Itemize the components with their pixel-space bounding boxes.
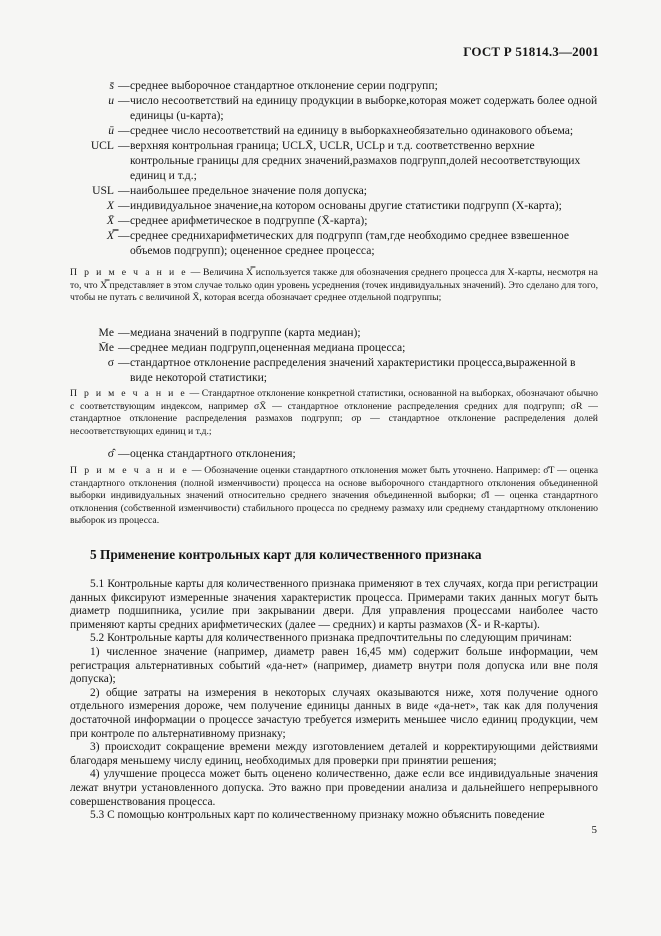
definition-term: ū: [108, 124, 114, 137]
definition-text: среднее арифметическое в подгруппе (X̄-карта);: [130, 214, 368, 227]
definition-term: M̄e: [98, 341, 114, 354]
document-header: ГОСТ Р 51814.3—2001: [463, 44, 599, 59]
note-label: П р и м е ч а н и е: [70, 267, 188, 278]
definition-text: число несоответствий на единицу продукции в выборке,которая может содержать более одной единицы (u-карта);: [130, 94, 598, 122]
definition-term: σ̂: [107, 447, 114, 460]
definitions-list-b: [70, 325, 600, 385]
paragraph: 2) общие затраты на измерения в некоторых случаях оказываются ниже, хотя получение одного отдельного измерения дороже, чем получение единицы данных в виде «да-нет», так как для получения достаточной информации о процессе зачастую требуется измерить меньшее число единиц продукции, чем при контроле по альтернативному признаку;: [70, 686, 598, 740]
paragraph: 5.2 Контрольные карты для количественного признака предпочтительны по следующим причинам:: [90, 632, 572, 645]
section-body: [70, 578, 598, 823]
definition-text: среднее число несоответствий на единицу в выборкахнеобязательно одинакового объема;: [130, 124, 574, 137]
paragraph: 5.3 С помощью контрольных карт по количественному признаку можно объяснить поведение: [90, 809, 545, 822]
note-text: — Величина X̿ используется также для обозначения среднего процесса для X-карты, несмотря на то, что X̿ представляет в этом случае только один уровень усреднения (точек индивидуальных значений). Это сделано для того, чтобы не путать с величиной X̄, которая всегда обозначает среднее отдельной подгруппы;: [70, 267, 598, 304]
definition-text: среднее среднихарифметических для подгрупп (там,где необходимо среднее взвешенное объемов подгрупп); оцененное среднее процесса;: [130, 229, 569, 257]
definition-row: X̿ — среднее среднихарифметических для подгрупп (там,где необходимо среднее взвешенное объемов подгрупп); оцененное среднее процесса;: [70, 228, 600, 258]
definition-row: s̄ — среднее выборочное стандартное отклонение серии подгрупп;: [70, 78, 600, 93]
definition-text: медиана значений в подгруппе (карта медиан);: [130, 326, 361, 339]
note-text: — Стандартное отклонение конкретной статистики, основанной на выборках, обозначают обычно с соответствующим индексом, например σX̄ — стандартное отклонение распределения средних для подгрупп; σR — стандартное отклонение распределения размахов подгрупп; σp — стандартное отклонение распределения долей несоответствующих единиц и т.д.;: [70, 388, 598, 437]
section-heading: 5 Применение контрольных карт для количественного признака: [90, 547, 482, 562]
definition-term: u: [108, 94, 114, 107]
note-label: П р и м е ч а н и е: [70, 388, 187, 399]
note-text: — Обозначение оценки стандартного отклонения может быть уточнено. Например: σ̂T — оценка стандартного отклонения (полной изменчивости) процесса на основе выборочного стандартного отклонения объединенной выборки индивидуальных значений относительно среднего значения объединенной выборки; σ̂I — оценка стандартного отклонения (собственной изменчивости) стабильного процесса по среднему размаху или среднему стандартному отклонению выборок из процесса.: [70, 465, 599, 527]
definition-row: UCL — верхняя контрольная граница; UCLX̄, UCLR, UCLp и т.д. соответственно верхние контрольные границы для средних значений,размахов подгрупп,долей несоответствующих единиц и т.д.;: [70, 138, 600, 183]
definition-text: оценка стандартного отклонения;: [130, 447, 296, 460]
definition-row: σ̂ — оценка стандартного отклонения;: [70, 446, 600, 461]
page-number: 5: [591, 824, 597, 836]
definition-term: USL: [92, 184, 114, 197]
paragraph: 3) происходит сокращение времени между изготовлением деталей и корректирующими действиями благодаря меньшему числу единиц, необходимых для проверки при принятии решения;: [70, 741, 598, 767]
definition-text: стандартное отклонение распределения значений характеристики процесса,выраженной в виде некоторой статистики;: [130, 356, 576, 384]
definition-row: M̄e — среднее медиан подгрупп,оцененная медиана процесса;: [70, 340, 600, 355]
definition-text: наибольшее предельное значение поля допуска;: [130, 184, 368, 197]
definition-term: X̿: [106, 229, 114, 242]
paragraph: 4) улучшение процесса может быть оценено количественно, даже если все индивидуальные значения лежат внутри установленного допуска. Это важно при проведении анализа и дальнейшего непрерывного совершенствования процесса.: [70, 768, 598, 808]
definition-row: u — число несоответствий на единицу продукции в выборке,которая может содержать более одной единицы (u-карта);: [70, 93, 600, 123]
paragraph: 1) численное значение (например, диаметр равен 16,45 мм) содержит больше информации, чем регистрация альтернативных событий «да-нет» (например, диаметр внутри поля допуска или вне поля допуска);: [70, 645, 598, 686]
definition-term: Me: [98, 326, 114, 339]
definition-text: верхняя контрольная граница; UCLX̄, UCLR, UCLp и т.д. соответственно верхние контрольные границы для средних значений,размахов подгрупп,долей несоответствующих единиц и т.д.;: [130, 139, 581, 182]
definition-term: σ: [107, 356, 114, 369]
definition-text: среднее медиан подгрупп,оцененная медиана процесса;: [130, 341, 406, 354]
note-label: П р и м е ч а н и е: [70, 465, 189, 476]
definition-term: s̄: [109, 79, 114, 92]
definition-row: USL — наибольшее предельное значение поля допуска;: [70, 183, 600, 198]
definition-term: X̄: [106, 214, 114, 227]
definition-term: UCL: [90, 139, 114, 152]
definition-row: Me — медиана значений в подгруппе (карта медиан);: [70, 325, 600, 340]
definitions-list-a: [70, 78, 600, 258]
definition-text: среднее выборочное стандартное отклонение серии подгрупп;: [130, 79, 438, 92]
note-1: [70, 267, 598, 305]
definition-text: индивидуальное значение,на котором основаны другие статистики подгрупп (X-карта);: [130, 199, 562, 212]
definition-row: σ — стандартное отклонение распределения значений характеристики процесса,выраженной в виде некоторой статистики;: [70, 355, 600, 385]
note-2: [70, 388, 598, 438]
paragraph: 5.1 Контрольные карты для количественного признака применяют в тех случаях, когда при регистрации данных фиксируют измеренные значения характеристик процесса. Примерами таких данных могут быть диаметр подшипника, усилие при закрывании двери. Для управления процессами наиболее часто применяют карты средних арифметических (далее — средних) и карты размахов (X̄- и R-карты).: [70, 578, 598, 631]
note-3: [70, 465, 598, 528]
definition-term: X: [106, 199, 114, 212]
definition-row: X̄ — среднее арифметическое в подгруппе (X̄-карта);: [70, 213, 600, 228]
definition-row: X — индивидуальное значение,на котором основаны другие статистики подгрупп (X-карта);: [70, 198, 600, 213]
definitions-list-c: [70, 446, 600, 461]
definition-row: ū — среднее число несоответствий на единицу в выборкахнеобязательно одинакового объема;: [70, 123, 600, 138]
